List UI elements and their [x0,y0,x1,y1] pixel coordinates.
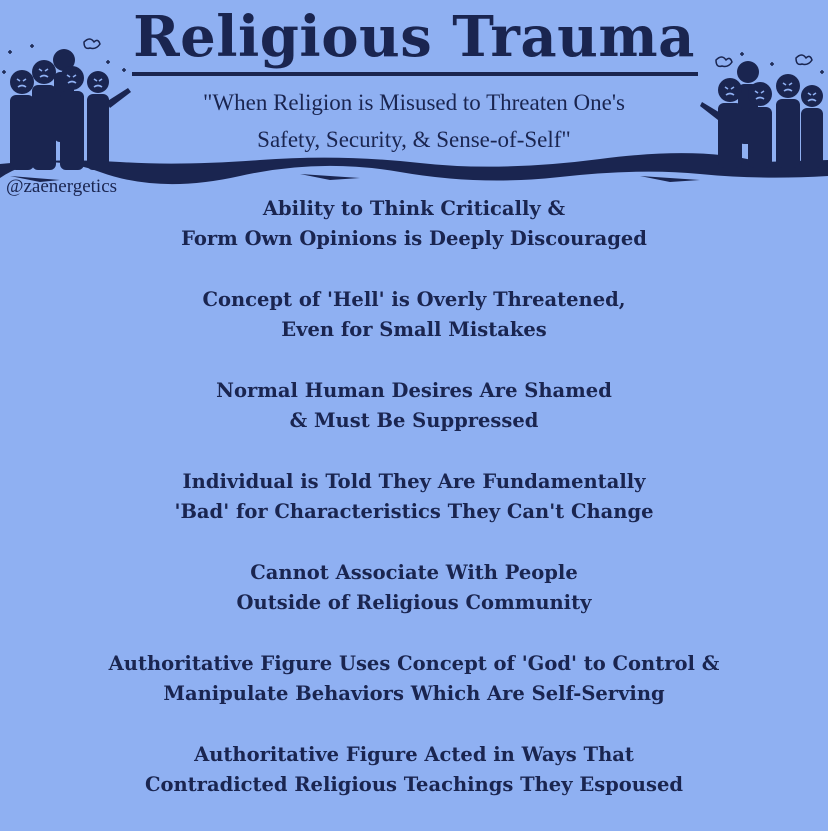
list-item [0,194,828,254]
list-item-line: Normal Human Desires Are Shamed [216,379,612,402]
subtitle-line: Safety, Security, & Sense-of-Self" [257,127,571,152]
list-item [0,467,828,527]
subtitle [130,84,698,158]
list-item-line: Concept of 'Hell' is Overly Threatened, [202,288,626,311]
author-handle: @zaenergetics [6,176,118,197]
list-item-line: Form Own Opinions is Deeply Discouraged [181,227,647,250]
list-item-line: Authoritative Figure Uses Concept of 'God' to Control & [108,652,720,675]
list-item-line: Ability to Think Critically & [262,197,566,220]
trauma-signs-list [0,194,828,831]
list-item-line: Outside of Religious Community [236,591,592,614]
subtitle-line: "When Religion is Misused to Threaten One's [203,90,625,115]
list-item-line: Individual is Told They Are Fundamentally [182,470,646,493]
list-item-line: Contradicted Religious Teachings They Espoused [144,773,684,796]
list-item [0,285,828,345]
list-item-line: 'Bad' for Characteristics They Can't Change [174,500,654,523]
page-title: Religious Trauma [133,4,695,70]
title-underline [132,72,698,76]
crowd-icon [700,50,828,170]
list-item [0,649,828,709]
header [0,0,828,200]
list-item [0,558,828,618]
list-item [0,376,828,436]
list-item-line: Manipulate Behaviors Which Are Self-Serving [163,682,665,705]
list-item [0,740,828,800]
list-item-line: Even for Small Mistakes [281,318,547,341]
list-item-line: & Must Be Suppressed [289,409,539,432]
list-item-line: Authoritative Figure Acted in Ways That [194,743,634,766]
list-item-line: Cannot Associate With People [250,561,578,584]
